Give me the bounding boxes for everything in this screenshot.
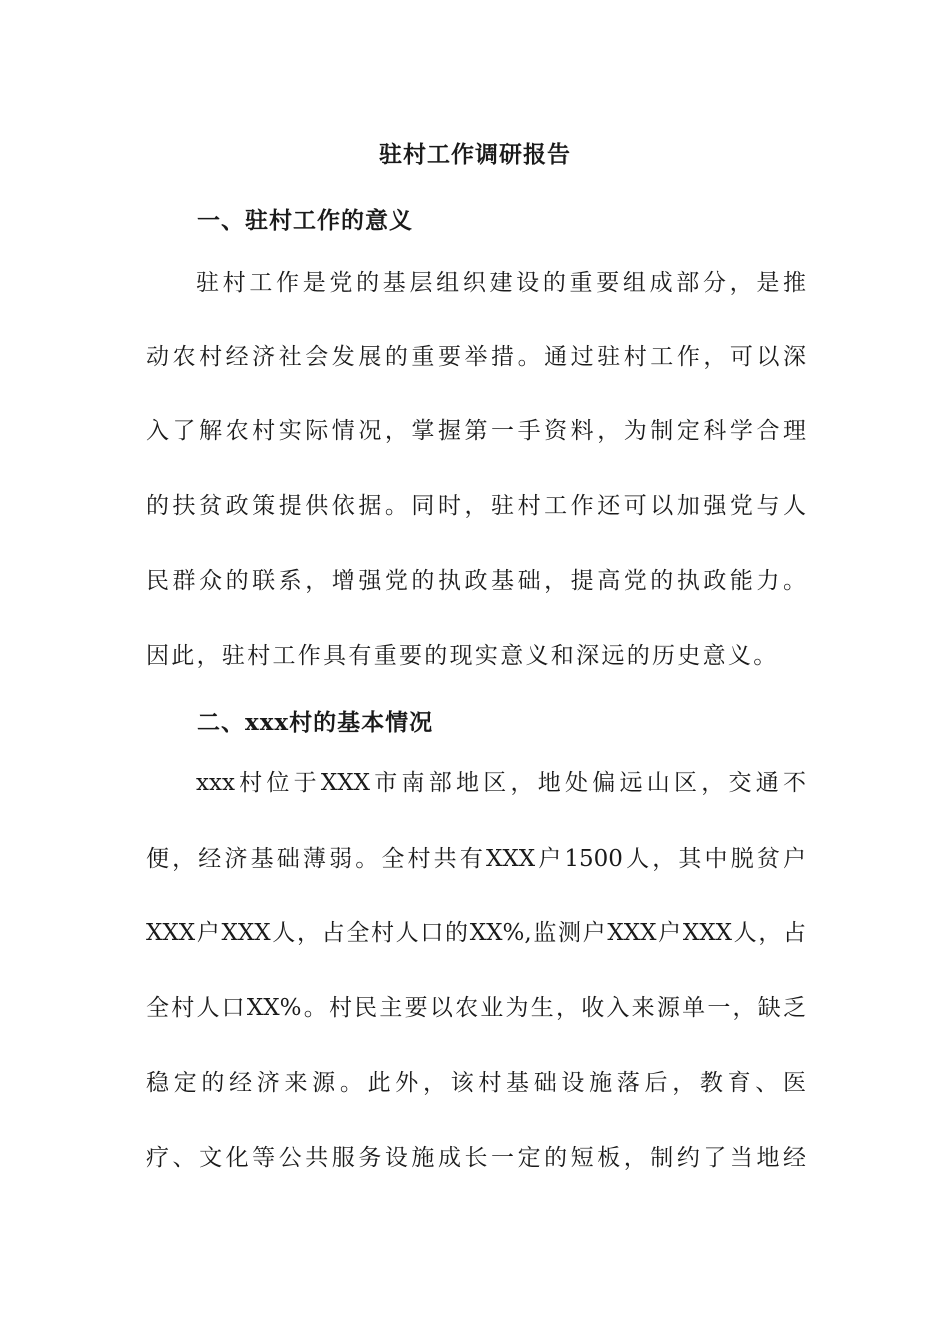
document-title: 驻村工作调研报告 — [379, 141, 571, 168]
paragraph-line: 便，经济基础薄弱。全村共有XXX户1500人，其中脱贫户 — [146, 846, 806, 872]
paragraph-line: XXX户XXX人，占全村人口的XX%,监测户XXX户XXX人，占 — [146, 920, 806, 946]
paragraph-line: 民群众的联系，增强党的执政基础，提高党的执政能力。 — [146, 568, 806, 594]
section-heading-2: 二、xxx村的基本情况 — [197, 709, 434, 736]
paragraph-line: 动农村经济社会发展的重要举措。通过驻村工作，可以深 — [146, 344, 806, 370]
paragraph-line: 疗、文化等公共服务设施成长一定的短板，制约了当地经 — [146, 1145, 806, 1171]
paragraph-line: 的扶贫政策提供依据。同时，驻村工作还可以加强党与人 — [146, 493, 806, 519]
paragraph-line: 入了解农村实际情况，掌握第一手资料，为制定科学合理 — [146, 418, 806, 444]
paragraph-line: xxx村位于XXX市南部地区，地处偏远山区，交通不 — [196, 770, 806, 796]
paragraph-line: 稳定的经济来源。此外，该村基础设施落后，教育、医 — [146, 1070, 806, 1096]
paragraph-line: 因此，驻村工作具有重要的现实意义和深远的历史意义。 — [146, 643, 779, 669]
section-heading-1: 一、驻村工作的意义 — [197, 207, 413, 234]
paragraph-line: 全村人口XX%。村民主要以农业为生，收入来源单一，缺乏 — [146, 995, 806, 1021]
paragraph-line: 驻村工作是党的基层组织建设的重要组成部分，是推 — [196, 270, 806, 296]
